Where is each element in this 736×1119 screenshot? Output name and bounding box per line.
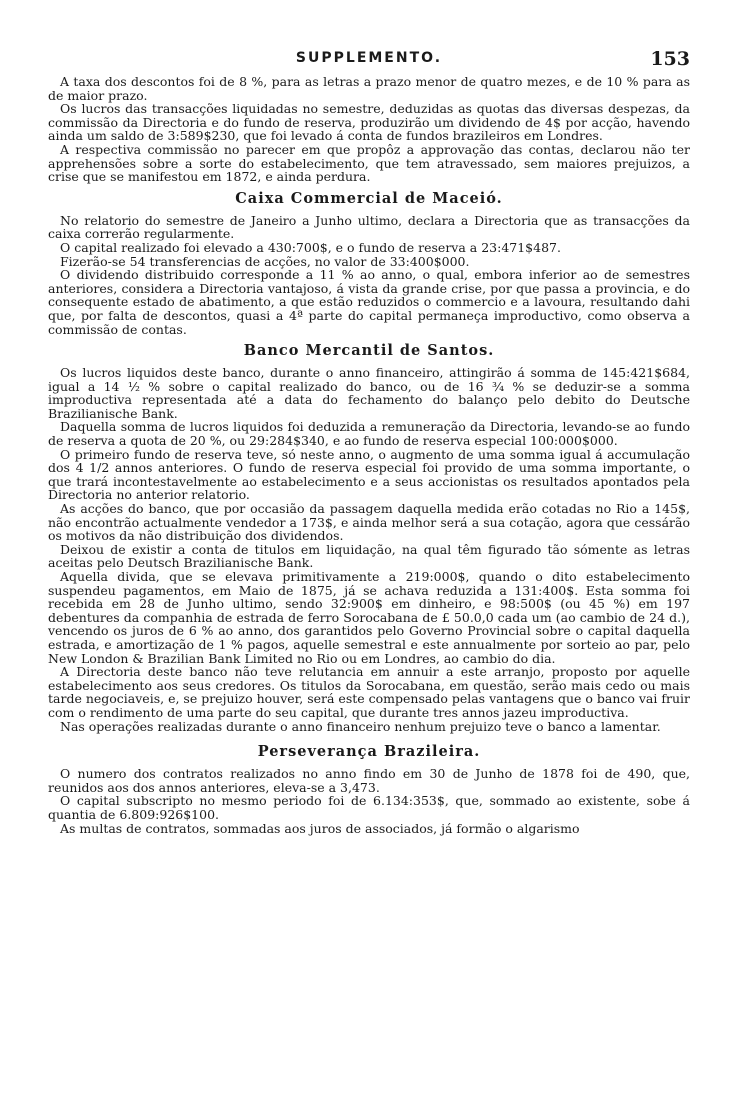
section-heading: Perseverança Brazileira. (257, 743, 481, 761)
section-intro (48, 75, 690, 184)
paragraph: Fizerão-se 54 transferencias de acções, no valor de 33:400$000. (60, 253, 470, 269)
paragraph: Os lucros das transacções liquidadas no semestre, deduzidas as quotas das diversas despezas, da commissão da Directoria e do fundo de reserva, produzirão um dividendo de 4$ por acção, havendo ainda um saldo de 3:589$230, que foi levado á conta de fundos brazileiros em Londres. (48, 101, 690, 144)
section-heading: Banco Mercantil de Santos. (243, 342, 495, 360)
running-head (48, 50, 690, 70)
section-banco-mercantil-santos (48, 342, 690, 733)
section-caixa-commercial-maceio (48, 190, 690, 336)
paragraph: As multas de contratos, sommadas aos juros de associados, já formão o algarismo (60, 820, 580, 836)
paragraph: Os lucros liquidos deste banco, durante o anno financeiro, attingirão á somma de 145:421$684, igual a 14 ½ % sobre o capital realizado do banco, ou de 16 ¾ % se deduzir-se a somma improductiva representada até a data do fechamento do balanço pelo debito do Deutsche Brazilianische Bank. (48, 365, 690, 421)
paragraph: A respectiva commissão no parecer em que propôz a approvação das contas, declarou não ter apprehensões sobre a sorte do estabelecimento, que tem atravessado, sem maiores prejuizos, a crise que se manifestou em 1872, e ainda perdura. (48, 141, 690, 185)
paragraph: No relatorio do semestre de Janeiro a Junho ultimo, declara a Directoria que as transacções da caixa correrão regularmente. (48, 212, 690, 242)
section-perseveranca-brazileira (48, 743, 690, 835)
page-number: 153 (650, 48, 690, 70)
paragraph: O capital subscripto no mesmo periodo foi de 6.134:353$, que, sommado ao existente, sobe á quantia de 6.809:926$100. (48, 793, 690, 822)
running-title: SUPPLEMENTO. (295, 50, 443, 66)
paragraph: Aquella divida, que se elevava primitivamente a 219:000$, quando o dito estabelecimento suspendeu pagamentos, em Maio de 1875, já se achava reduzida a 131:400$. Esta somma foi recebida em 28 de Junho ultimo, sendo 32:900$ em dinheiro, e 98:500$ (ou 45 %) em 197 debentures da companhia de estrada de ferro Sorocabana de £ 50.0,0 cada um (ao cambio de 24 d.), vencendo os juros de 6 % ao anno, dos garantidos pelo Governo Provincial sobre o capital daquella estrada, e amortização de 1 % pagos, aquelle semestral e este annualmente por sorteio ao par, pelo New London & Brazilian Bank Limited no Rio ou em Londres, ao cambio do dia. (48, 569, 690, 666)
paragraph: O dividendo distribuido corresponde a 11 % ao anno, o qual, embora inferior ao de semestres anteriores, considera a Directoria vantajoso, á vista da grande crise, por que passa a provincia, e do consequente estado de abatimento, a que estão reduzidos o commercio e a lavoura, resultando dahi que, por falta de descontos, quasi a 4ª parte do capital permaneça improductivo, como observa a commissão de contas. (48, 267, 690, 337)
paragraph: As acções do banco, que por occasião da passagem daquella medida erão cotadas no Rio a 145$, não encontrão actualmente vendedor a 173$, e ainda melhor será a sua cotação, agora que cessárão os motivos da não distribuição dos dividendos. (48, 501, 690, 544)
paragraph: Daquella somma de lucros liquidos foi deduzida a remuneração da Directoria, levando-se ao fundo de reserva a quota de 20 %, ou 29:284$340, e ao fundo de reserva especial 100:000$000. (48, 419, 690, 449)
paragraph: Deixou de existir a conta de titulos em liquidação, na qual têm figurado tão sómente as letras aceitas pelo Deutsch Brazilianische Bank. (48, 541, 690, 571)
section-heading: Caixa Commercial de Maceió. (235, 189, 503, 207)
paragraph: A taxa dos descontos foi de 8 %, para as letras a prazo menor de quatro mezes, e de 10 % para as de maior prazo. (48, 74, 690, 103)
paragraph: Nas operações realizadas durante o anno financeiro nenhum prejuizo teve o banco a lamentar. (60, 718, 661, 734)
paragraph: O numero dos contratos realizados no anno findo em 30 de Junho de 1878 foi de 490, que, reunidos aos dos annos anteriores, eleva-se a 3,473. (48, 766, 690, 795)
paragraph: A Directoria deste banco não teve relutancia em annuir a este arranjo, proposto por aquelle estabelecimento aos seus credores. Os titulos da Sorocabana, em questão, serão mais cedo ou mais tarde negociaveis, e, se prejuizo houver, será este compensado pelas vantagens que o banco vai fruir com o rendimento de uma parte do seu capital, que durante tres annos jazeu improductiva. (48, 664, 690, 720)
paragraph: O primeiro fundo de reserva teve, só neste anno, o augmento de uma somma igual á accumulação dos 4 1/2 annos anteriores. O fundo de reserva especial foi provido de uma somma importante, o que trará incontestavelmente ao estabelecimento e a seus accionistas os resultados apontados pela Directoria no anterior relatorio. (48, 446, 690, 503)
paragraph: O capital realizado foi elevado a 430:700$, e o fundo de reserva a 23:471$487. (60, 239, 561, 255)
article-body (48, 75, 690, 835)
